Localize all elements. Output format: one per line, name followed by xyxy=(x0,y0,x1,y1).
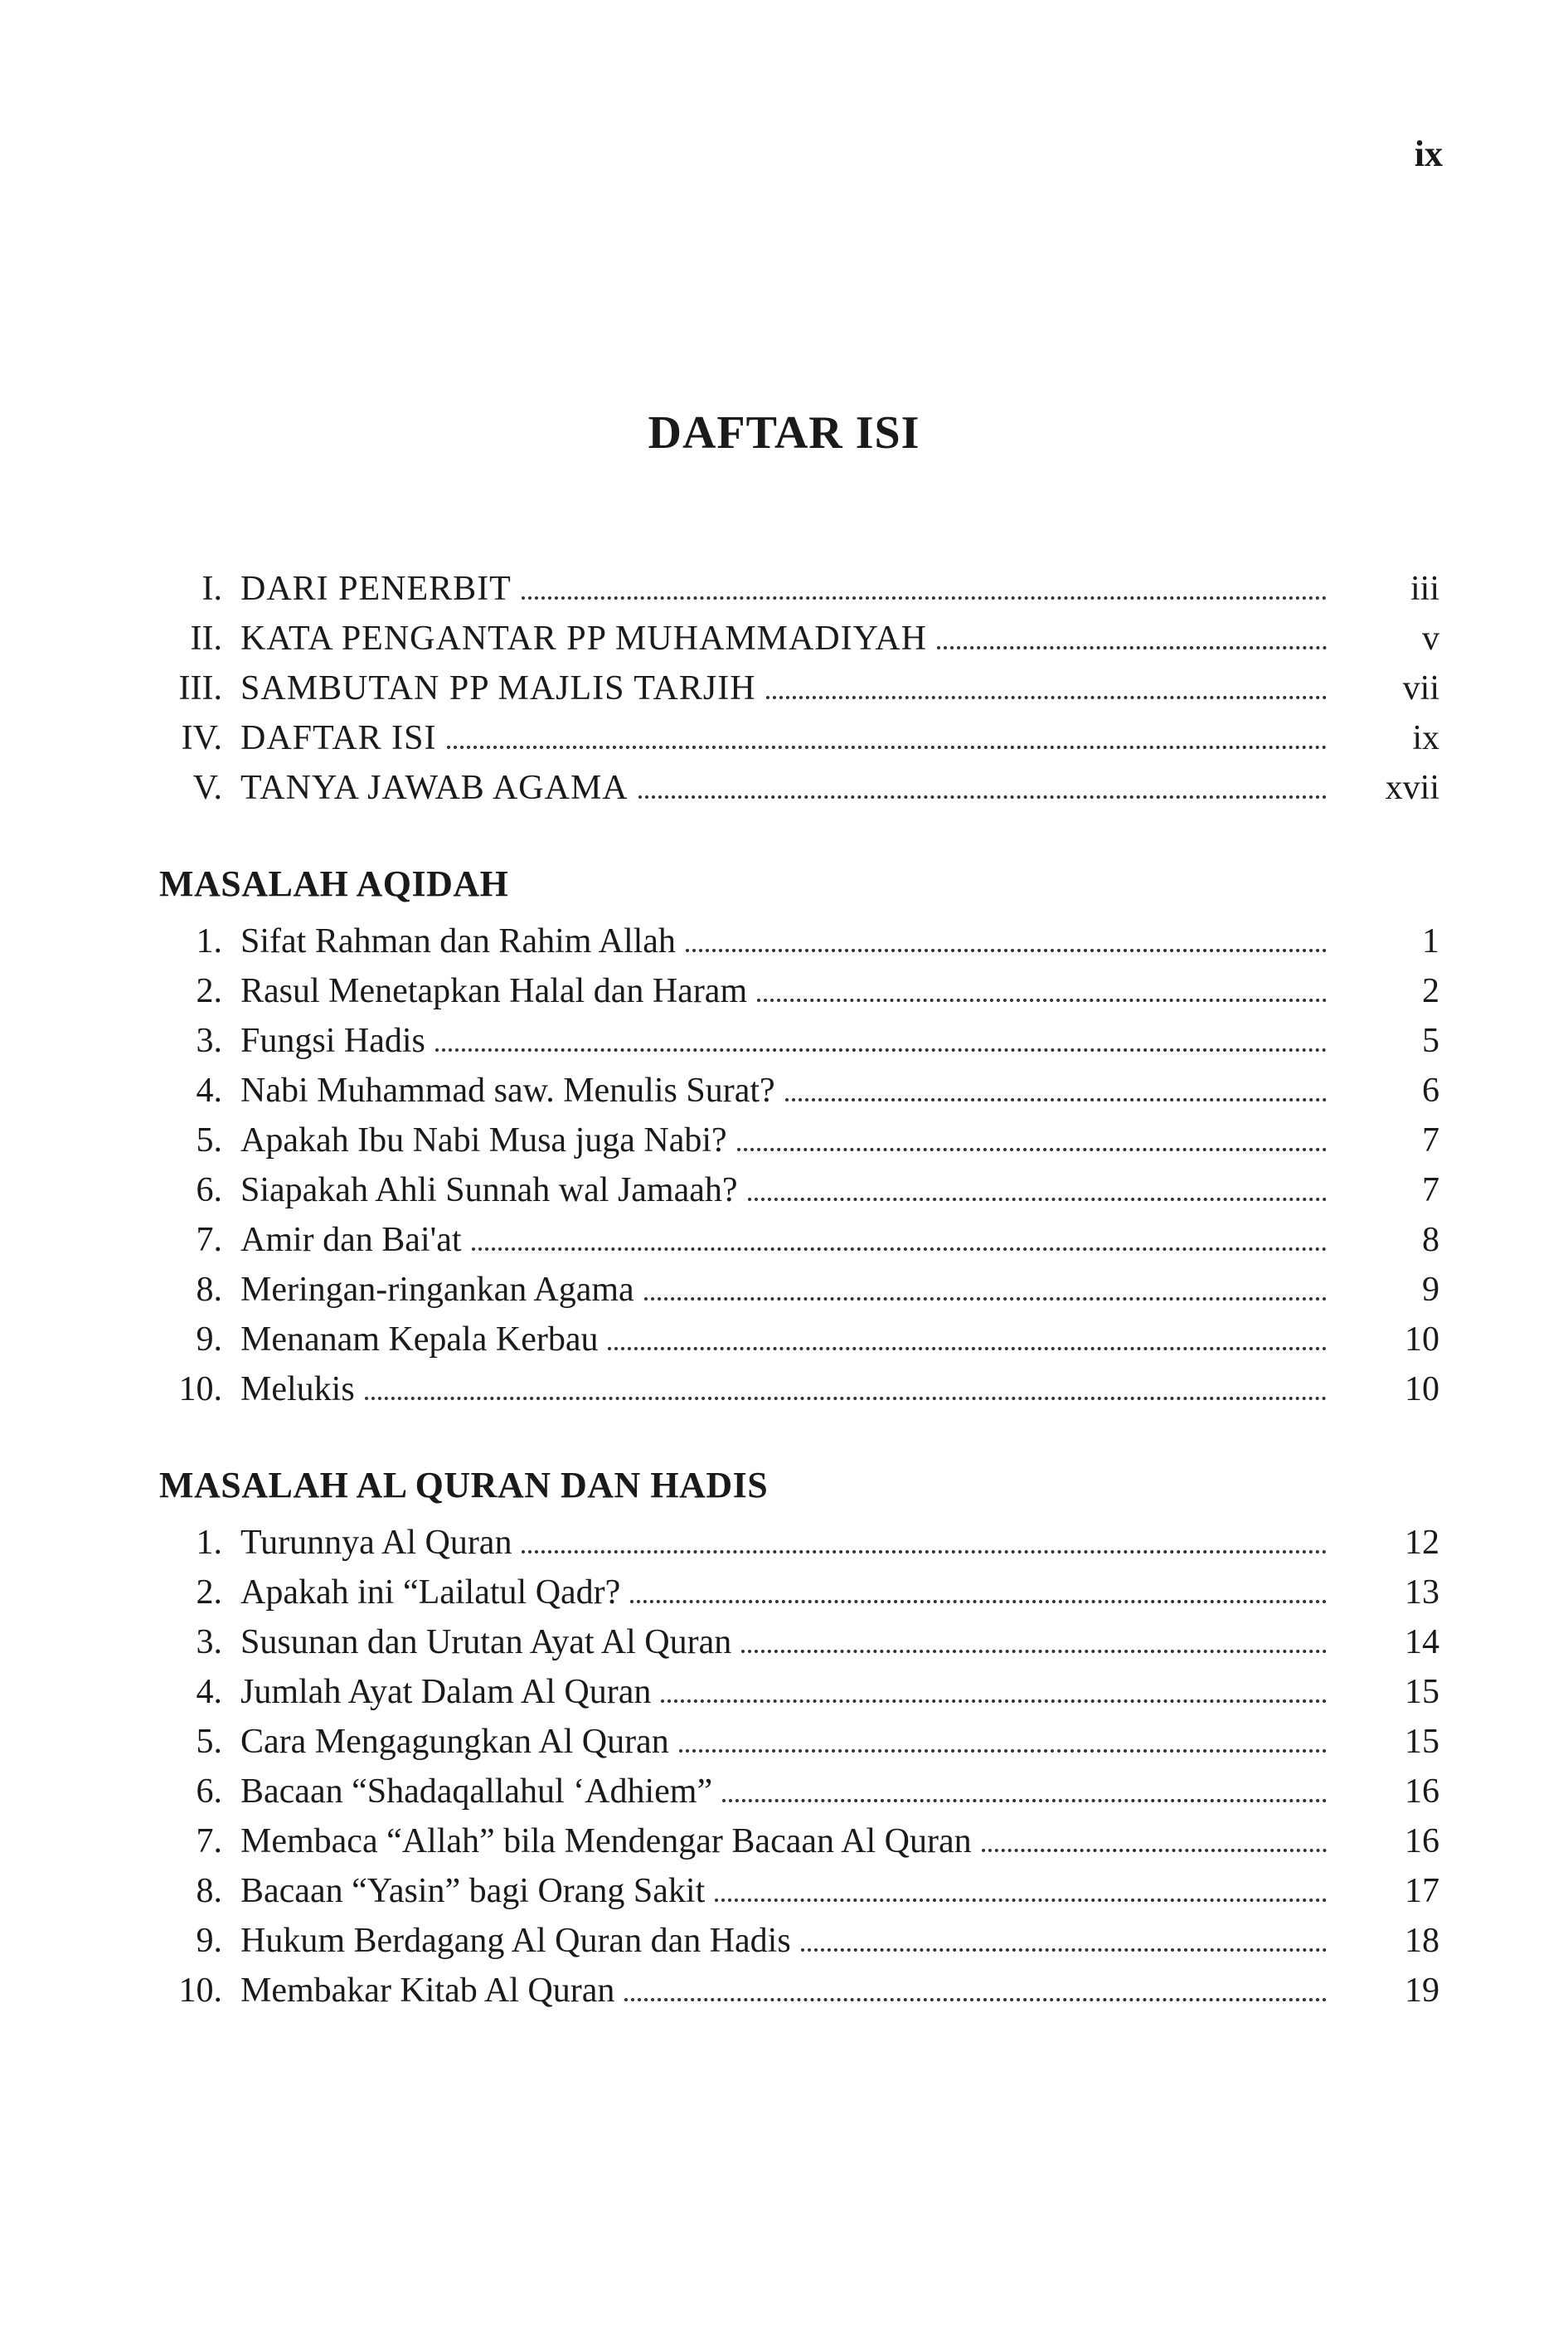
toc-entry-label: Amir dan Bai'at xyxy=(240,1221,462,1259)
toc-entry-label: KATA PENGANTAR PP MUHAMMADIYAH xyxy=(240,620,927,658)
toc-entry[interactable] xyxy=(0,664,1568,713)
toc-entry[interactable] xyxy=(0,1568,1568,1617)
toc-entry-number: 10. xyxy=(178,1972,222,2010)
toc-entry-page: 17 xyxy=(1405,1872,1439,1910)
leader-dots xyxy=(638,795,1327,799)
toc-entry-number: I. xyxy=(201,570,222,608)
toc-entry-page: 16 xyxy=(1405,1772,1439,1811)
toc-entry[interactable] xyxy=(0,1215,1568,1265)
leader-dots xyxy=(937,645,1327,649)
toc-entry[interactable] xyxy=(0,614,1568,664)
toc-entry-number: 5. xyxy=(196,1121,222,1160)
toc-entry[interactable] xyxy=(0,1767,1568,1816)
toc-entry-label: Cara Mengagungkan Al Quran xyxy=(240,1723,669,1761)
leader-dots xyxy=(661,1699,1327,1703)
toc-entry-label: Membaca “Allah” bila Mendengar Bacaan Al Quran xyxy=(240,1822,972,1860)
toc-entry-label: Nabi Muhammad saw. Menulis Surat? xyxy=(240,1072,775,1110)
toc-entry-page: 6 xyxy=(1422,1072,1439,1110)
toc-entry-number: 4. xyxy=(196,1673,222,1711)
toc-entry-page: 12 xyxy=(1405,1524,1439,1562)
leader-dots xyxy=(644,1296,1327,1301)
page-number: ix xyxy=(1414,134,1443,174)
leader-dots xyxy=(741,1649,1327,1653)
toc-entry-label: Rasul Menetapkan Halal dan Haram xyxy=(240,972,748,1010)
toc-entry-label: Meringan-ringankan Agama xyxy=(240,1271,634,1309)
toc-entry-number: 5. xyxy=(196,1723,222,1761)
leader-dots xyxy=(447,745,1328,749)
toc-entry-number: 9. xyxy=(196,1922,222,1960)
toc-entry-label: Apakah ini “Lailatul Qadr? xyxy=(240,1573,621,1612)
toc-entry[interactable] xyxy=(0,1866,1568,1916)
toc-entry-page: 7 xyxy=(1422,1121,1439,1160)
leader-dots xyxy=(522,596,1327,600)
toc-entry-number: 4. xyxy=(196,1072,222,1110)
toc-entry-label: Menanam Kepala Kerbau xyxy=(240,1320,599,1359)
toc-entry-label: TANYA JAWAB AGAMA xyxy=(240,769,629,807)
toc-entry-page: 2 xyxy=(1422,972,1439,1010)
toc-entry[interactable] xyxy=(0,1066,1568,1116)
leader-dots xyxy=(608,1346,1327,1350)
leader-dots xyxy=(630,1599,1327,1603)
toc-entry-number: 6. xyxy=(196,1171,222,1209)
toc-entry-number: 3. xyxy=(196,1623,222,1661)
toc-entry-page: 1 xyxy=(1422,922,1439,960)
leader-dots xyxy=(757,998,1327,1002)
toc-entry-label: DAFTAR ISI xyxy=(240,719,437,757)
toc-entry-page: 18 xyxy=(1405,1922,1439,1960)
toc-entry-number: 7. xyxy=(196,1221,222,1259)
toc-entry-page: 10 xyxy=(1405,1320,1439,1359)
toc-entry-label: Hukum Berdagang Al Quran dan Hadis xyxy=(240,1922,791,1960)
toc-entry-number: 8. xyxy=(196,1872,222,1910)
toc-entry[interactable] xyxy=(0,1816,1568,1866)
toc-entry[interactable] xyxy=(0,917,1568,966)
toc-entry-number: 6. xyxy=(196,1772,222,1811)
section-list xyxy=(0,1518,1568,2015)
toc-entry-number: 9. xyxy=(196,1320,222,1359)
leader-dots xyxy=(365,1396,1327,1400)
leader-dots xyxy=(715,1898,1327,1902)
toc-entry-label: Melukis xyxy=(240,1370,355,1408)
toc-entry[interactable] xyxy=(0,1667,1568,1717)
toc-entry[interactable] xyxy=(0,1364,1568,1414)
toc-entry[interactable] xyxy=(0,1265,1568,1315)
leader-dots xyxy=(472,1247,1328,1251)
toc-entry[interactable] xyxy=(0,1016,1568,1066)
toc-entry-number: II. xyxy=(190,620,222,658)
toc-entry-page: vii xyxy=(1402,669,1439,707)
toc-entry[interactable] xyxy=(0,1116,1568,1165)
toc-entry-label: Membakar Kitab Al Quran xyxy=(240,1972,615,2010)
toc-entry-page: ix xyxy=(1412,719,1439,757)
front-matter-list xyxy=(0,564,1568,813)
section-heading: MASALAH AL QURAN DAN HADIS xyxy=(159,1465,769,1505)
leader-dots xyxy=(801,1947,1327,1952)
toc-entry-page: 16 xyxy=(1405,1822,1439,1860)
toc-entry[interactable] xyxy=(0,1717,1568,1767)
toc-entry-number: 1. xyxy=(196,1524,222,1562)
toc-entry-label: Bacaan “Shadaqallahul ‘Adhiem” xyxy=(240,1772,713,1811)
toc-entry[interactable] xyxy=(0,1617,1568,1667)
toc-entry-page: 5 xyxy=(1422,1022,1439,1060)
toc-entry-label: DARI PENERBIT xyxy=(240,570,512,608)
leader-dots xyxy=(737,1147,1327,1151)
toc-entry[interactable] xyxy=(0,1518,1568,1568)
toc-entry-number: 2. xyxy=(196,1573,222,1612)
toc-entry[interactable] xyxy=(0,1916,1568,1966)
toc-entry-label: Bacaan “Yasin” bagi Orang Sakit xyxy=(240,1872,706,1910)
page-title: DAFTAR ISI xyxy=(648,407,920,459)
toc-entry-page: 8 xyxy=(1422,1221,1439,1259)
leader-dots xyxy=(982,1848,1327,1852)
toc-entry-page: 15 xyxy=(1405,1673,1439,1711)
leader-dots xyxy=(722,1798,1327,1802)
toc-entry[interactable] xyxy=(0,763,1568,813)
toc-entry[interactable] xyxy=(0,966,1568,1016)
toc-entry-label: Fungsi Hadis xyxy=(240,1022,425,1060)
section-heading: MASALAH AQIDAH xyxy=(159,863,509,904)
toc-entry-page: iii xyxy=(1410,570,1439,608)
leader-dots xyxy=(686,948,1327,952)
toc-entry-number: 10. xyxy=(178,1370,222,1408)
toc-entry-label: SAMBUTAN PP MAJLIS TARJIH xyxy=(240,669,756,707)
toc-entry-number: IV. xyxy=(181,719,222,757)
toc-entry-page: xvii xyxy=(1385,769,1439,807)
toc-entry-number: III. xyxy=(178,669,222,707)
toc-entry-number: 3. xyxy=(196,1022,222,1060)
toc-entry-number: V. xyxy=(192,769,222,807)
section-list xyxy=(0,917,1568,1414)
toc-entry-page: 19 xyxy=(1405,1972,1439,2010)
toc-entry-number: 2. xyxy=(196,972,222,1010)
leader-dots xyxy=(785,1097,1327,1101)
toc-entry-label: Jumlah Ayat Dalam Al Quran xyxy=(240,1673,652,1711)
toc-entry[interactable] xyxy=(0,564,1568,614)
toc-entry-page: 7 xyxy=(1422,1171,1439,1209)
toc-entry-page: 13 xyxy=(1405,1573,1439,1612)
toc-entry-label: Apakah Ibu Nabi Musa juga Nabi? xyxy=(240,1121,727,1160)
toc-entry-number: 8. xyxy=(196,1271,222,1309)
toc-entry-number: 1. xyxy=(196,922,222,960)
toc-entry[interactable] xyxy=(0,1165,1568,1215)
leader-dots xyxy=(624,1997,1327,2001)
leader-dots xyxy=(748,1197,1327,1201)
leader-dots xyxy=(435,1048,1327,1052)
toc-entry-label: Susunan dan Urutan Ayat Al Quran xyxy=(240,1623,732,1661)
toc-entry-page: 10 xyxy=(1405,1370,1439,1408)
leader-dots xyxy=(766,695,1327,699)
toc-entry-label: Turunnya Al Quran xyxy=(240,1524,512,1562)
leader-dots xyxy=(679,1748,1327,1753)
toc-entry-label: Sifat Rahman dan Rahim Allah xyxy=(240,922,676,960)
toc-entry[interactable] xyxy=(0,1315,1568,1364)
leader-dots xyxy=(522,1549,1327,1553)
toc-entry-label: Siapakah Ahli Sunnah wal Jamaah? xyxy=(240,1171,738,1209)
toc-entry-page: 14 xyxy=(1405,1623,1439,1661)
toc-entry-number: 7. xyxy=(196,1822,222,1860)
toc-entry[interactable] xyxy=(0,713,1568,763)
toc-entry-page: 9 xyxy=(1422,1271,1439,1309)
toc-entry[interactable] xyxy=(0,1966,1568,2015)
toc-entry-page: v xyxy=(1422,620,1439,658)
toc-entry-page: 15 xyxy=(1405,1723,1439,1761)
